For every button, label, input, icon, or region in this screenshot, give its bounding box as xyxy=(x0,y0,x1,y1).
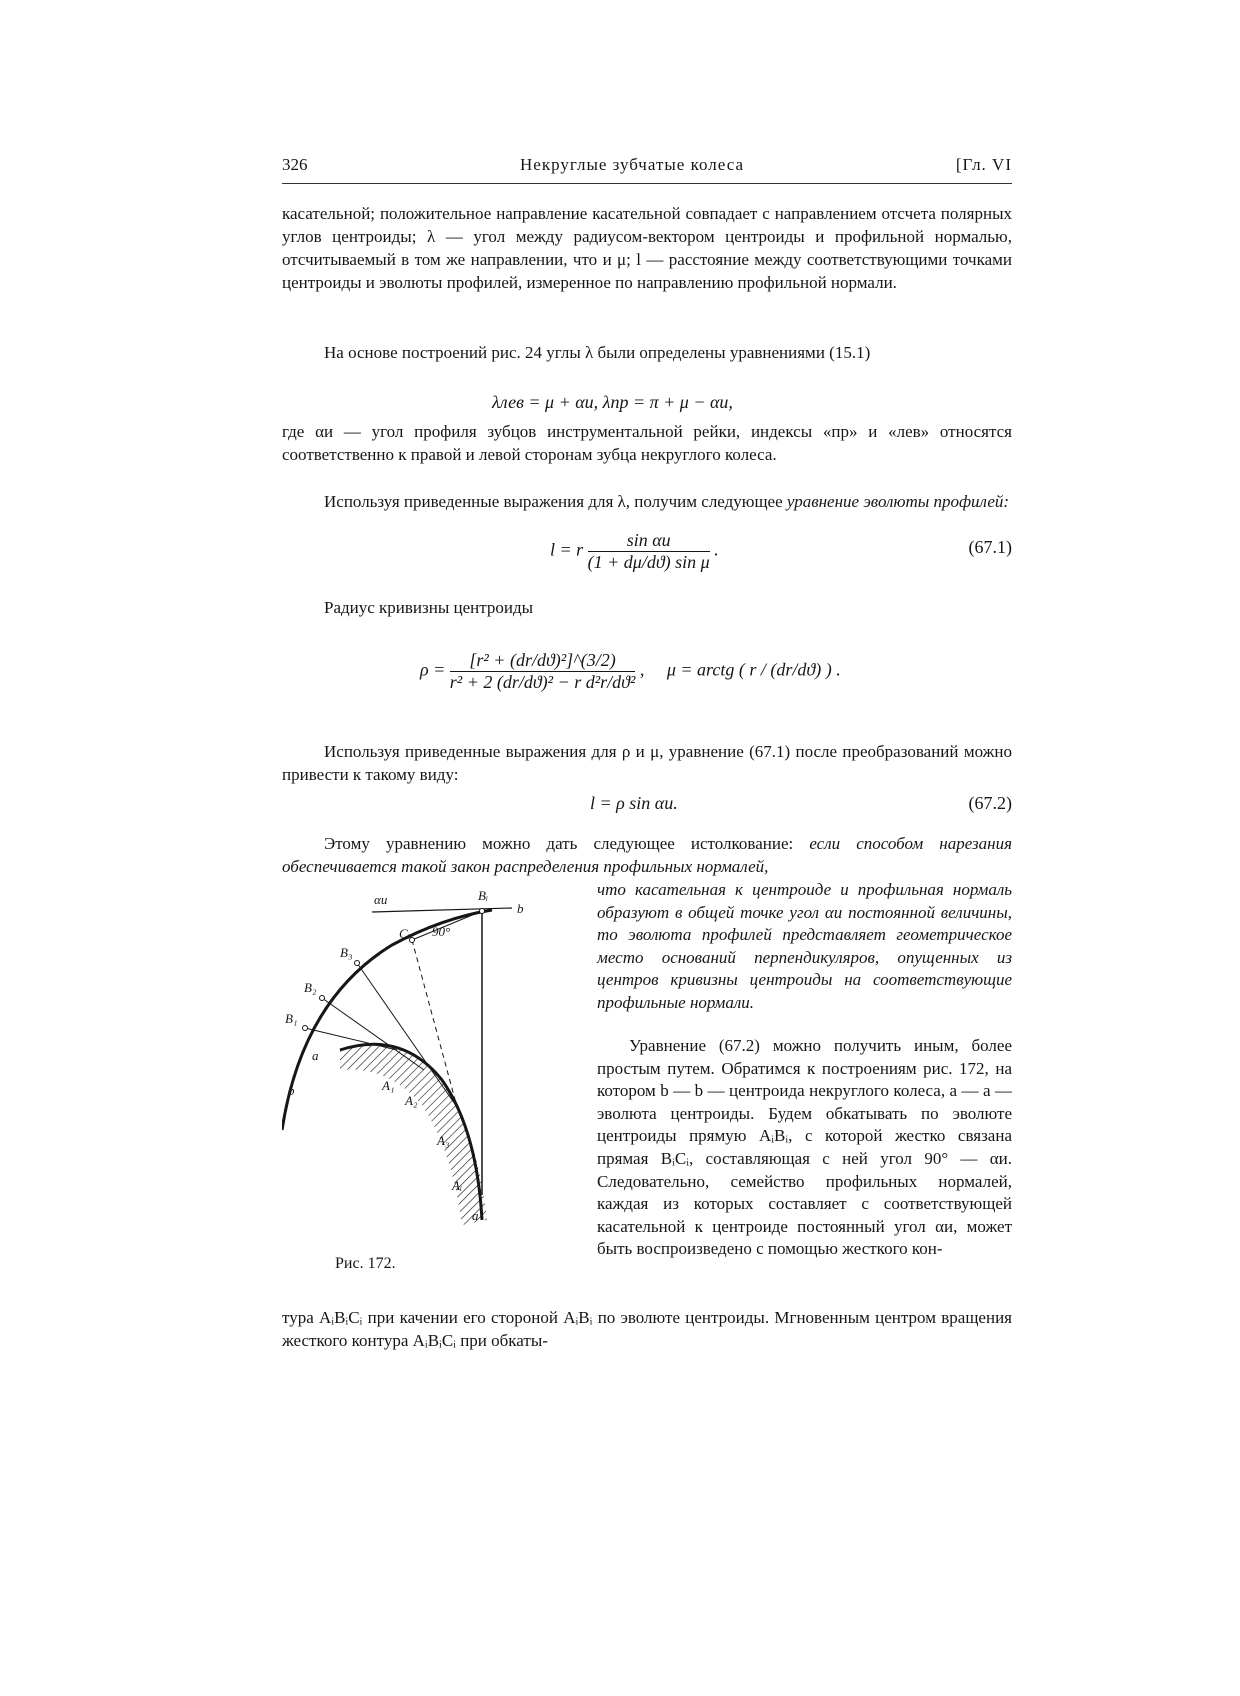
label-a1: A₁ xyxy=(382,1078,395,1093)
label-angle: 90° xyxy=(432,924,451,939)
label-a2: A₂ xyxy=(405,1093,418,1108)
label-a3: A₃ xyxy=(437,1133,450,1148)
label-ci: Cᵢ xyxy=(399,926,410,941)
point-ci xyxy=(410,938,415,943)
label-b1: B₁ xyxy=(285,1011,298,1026)
paragraph-8: тура AᵢBᵢCᵢ при качении его стороной AᵢBᵢ по эволюте центроиды. Мгновенным центром вращения жесткого контура AᵢBᵢCᵢ при обкаты- xyxy=(282,1308,1012,1350)
label-a-bottom: a xyxy=(472,1208,479,1223)
running-title: Некруглые зубчатые колеса xyxy=(520,155,745,174)
paragraph-6: Используя приведенные выражения для ρ и μ, уравнение (67.1) после преобразований можно привести к такому виду: xyxy=(282,742,1012,784)
paragraph-5: Радиус кривизны центроиды xyxy=(324,598,534,617)
equation-lambda: λлев = μ + αи, λпр = π + μ − αи, xyxy=(492,392,733,412)
point-b1 xyxy=(303,1026,308,1031)
equation-number-67-1: (67.1) xyxy=(968,537,1012,557)
page-number: 326 xyxy=(282,155,308,174)
figure-172 xyxy=(282,880,567,1225)
header-rule xyxy=(282,183,1012,184)
label-ai: Aᵢ xyxy=(452,1178,462,1193)
paragraph-4 xyxy=(282,490,1012,513)
paragraph-4-text: Используя приведенные выражения для λ, получим следующее xyxy=(324,492,783,511)
eq1-denominator: (1 + dμ/dϑ) sin μ xyxy=(587,552,710,572)
paragraph-3: где αи — угол профиля зубцов инструментальной рейки, индексы «пр» и «лев» относятся соответственно к правой и левой сторонам зубца некруглого колеса. xyxy=(282,422,1012,464)
label-b-right: b xyxy=(517,901,524,916)
label-a-top: a xyxy=(312,1048,319,1063)
equation-rho: ρ = $\frac{\text{[r² + (dr/dϑ)²]\textasciicircum{}(3/2)}}{\text{r² + 2 (dr/dϑ)² − r d²r/dϑ²}}$ , μ = arctg ( r / (dr/dϑ) ) . xyxy=(420,650,841,692)
label-b2: B₂ xyxy=(304,980,317,995)
running-header xyxy=(282,155,1012,183)
equation-67-2: l = ρ sin αи. xyxy=(590,793,678,813)
paragraph-7-text: Этому уравнению можно дать следующее истолкование: xyxy=(324,834,794,853)
eq1-fraction xyxy=(588,530,710,573)
figure-caption: Рис. 172. xyxy=(335,1255,396,1272)
label-b3: B₃ xyxy=(340,945,353,960)
paragraph-1: касательной; положительное направление касательной совпадает с направлением отсчета полярных углов центроиды; λ — угол между радиусом-вектором центроиды и профильной нормалью, отсчитываемый в том же направлении, что и μ; l — расстояние между соответствующими точками центроиды и эволюты профилей, измеренное по направлению профильной нормали. xyxy=(282,204,1012,292)
equation-67-1: l = r $\frac{\text{sin αи}}{\text{(1 + dμ/dϑ) sin μ}}$ . xyxy=(550,530,719,572)
eq-rho-fraction xyxy=(450,650,636,693)
eq-rho-denominator: r² + 2 (dr/dϑ)² − r d²r/dϑ² xyxy=(449,672,636,692)
wrapped-text: Уравнение (67.2) можно получить иным, более простым путем. Обратимся к построениям рис. 172, на котором b — b — центроида некруглого колеса, a — a — эволюта центроиды. Будем обкатывать по эволюте центроиды прямую AᵢBᵢ, с которой жестко связана прямая BᵢCᵢ, составляющая с ней угол 90° — αи. Следовательно, семейство профильных нормалей, каждая из которых составляет с соответствующей касательной к центроиде постоянный угол αи, может быть воспроизведено с помощью жесткого кон- xyxy=(597,1036,1012,1259)
eq-rho-lhs: ρ = xyxy=(420,659,446,680)
paragraph-7 xyxy=(282,832,1012,878)
label-alpha: αи xyxy=(374,892,388,907)
label-b-left: b xyxy=(288,1083,295,1098)
eq1-lhs: l = r xyxy=(550,539,584,560)
paragraph-4-italic: уравнение эволюты профилей: xyxy=(786,492,1010,511)
eq-rho-numerator: [r² + (dr/dϑ)²]^(3/2) xyxy=(450,650,636,672)
paragraph-2: На основе построений рис. 24 углы λ были определены уравнениями (15.1) xyxy=(324,343,871,362)
eq1-numerator: sin αи xyxy=(588,530,710,552)
wrapped-italic-text: что касательная к центроиде и профильная нормаль образуют в общей точке угол αи постоянной величины, то эволюта профилей представляет геометрическое место оснований перпендикуляров, опущенных из центров кривизны центроиды на соответствующие профильные нормали. xyxy=(597,880,1012,1012)
evolute-hatch xyxy=(340,1044,487,1225)
point-b3 xyxy=(355,961,360,966)
equation-number-67-2: (67.2) xyxy=(968,793,1012,813)
paragraph-7-italic: если способом нарезания обеспечивается такой закон распределения профильных нормалей, xyxy=(282,834,1012,876)
eq-mu: μ = arctg ( r / (dr/dϑ) ) . xyxy=(666,659,841,680)
chapter-label: [Гл. VI xyxy=(955,155,1012,174)
point-b2 xyxy=(320,996,325,1001)
point-bi xyxy=(480,909,485,914)
label-bi: Bᵢ xyxy=(478,888,488,903)
centroid-curve xyxy=(282,910,492,1130)
